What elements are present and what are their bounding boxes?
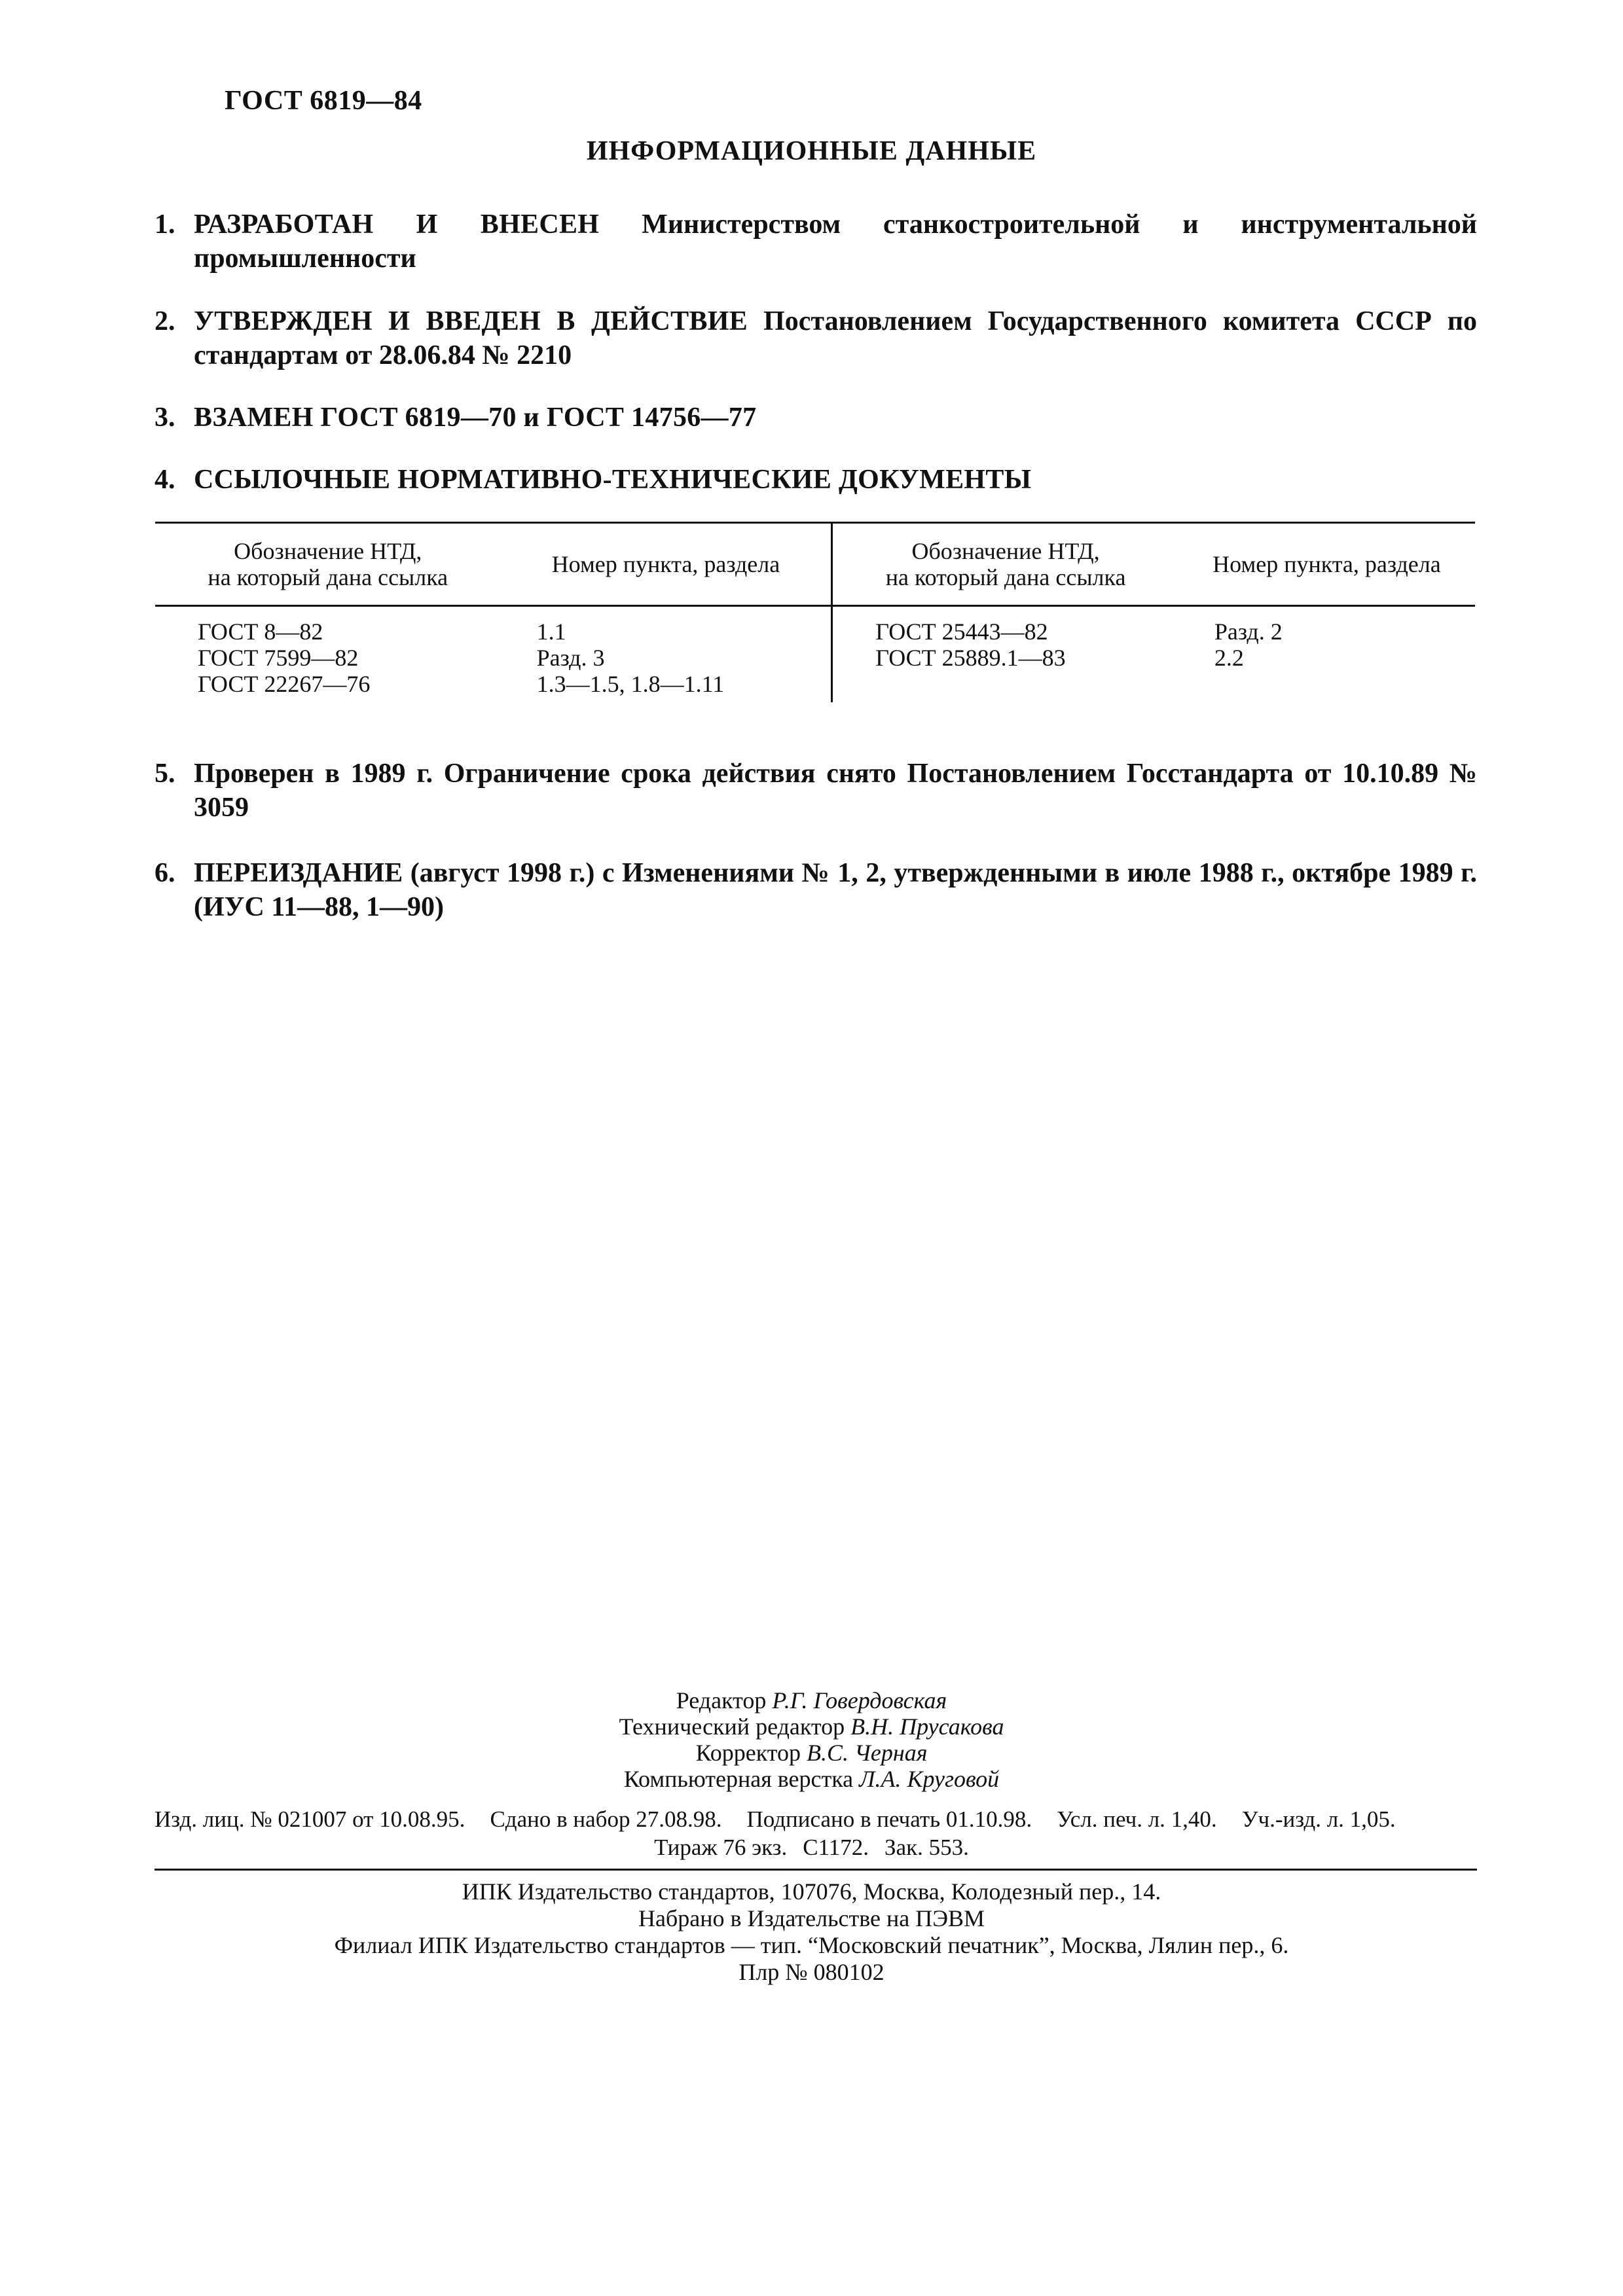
divider [155, 1869, 1477, 1871]
item-text [194, 207, 1477, 276]
credit-line: Компьютерная верстка Л.А. Круговой [623, 1766, 1000, 1792]
item-body: ПЕРЕИЗДАНИЕ (август 1998 г.) с Изменениями № 1, 2, утвержденными в июле 1988 г., октябре 1989 г. (ИУС 11—88, 1—90) [194, 858, 1477, 922]
ntd-entry: ГОСТ 8—82 [198, 619, 323, 645]
editorial-credits [0, 1687, 1623, 1792]
item-body: Проверен в 1989 г. Ограничение срока действия снято Постановлением Госстандарта от 10.10.89 № 3059 [194, 759, 1477, 823]
item-number: 2. [155, 306, 175, 336]
clause-cell [1178, 606, 1475, 703]
publication-code: С1172. [803, 1835, 869, 1860]
item-body: Постановлением Государственного комитета СССР по стандартам от 28.06.84 № 2210 [194, 306, 1477, 370]
header-ntd: Обозначение НТД, на который дана ссылка [832, 523, 1178, 606]
clause-entry: 2.2 [1214, 645, 1244, 671]
header-clause: Номер пункта, раздела [1178, 523, 1475, 606]
ntd-cell [155, 606, 501, 703]
imprint-line: Филиал ИПК Издательство стандартов — тип. “Московский печатник”, Москва, Лялин пер., 6. [334, 1932, 1289, 1958]
typeset-date: Сдано в набор 27.08.98. [490, 1806, 722, 1832]
item-body: Министерством станкостроительной и инструментальной промышленности [194, 209, 1478, 274]
clause-entry: 1.3—1.5, 1.8—1.11 [536, 671, 725, 697]
clause-entry: Разд. 3 [536, 645, 605, 671]
item-lead: УТВЕРЖДЕН И ВВЕДЕН В ДЕЙСТВИЕ [194, 306, 748, 336]
document-code: ГОСТ 6819—84 [225, 86, 422, 116]
table-header-row [155, 523, 1475, 606]
publication-details [155, 1806, 1477, 1833]
item-lead: ССЫЛОЧНЫЕ НОРМАТИВНО-ТЕХНИЧЕСКИЕ ДОКУМЕНТЫ [194, 465, 1032, 495]
info-item-4 [155, 463, 1477, 497]
credit-line: Технический редактор В.Н. Прусакова [619, 1713, 1004, 1740]
publication-run [0, 1835, 1623, 1861]
ntd-entry: ГОСТ 25443—82 [875, 619, 1048, 645]
imprint-line: Набрано в Издательстве на ПЭВМ [638, 1905, 985, 1931]
credit-line: Корректор В.С. Черная [695, 1740, 928, 1766]
item-number: 4. [155, 465, 175, 495]
header-ntd: Обозначение НТД, на который дана ссылка [155, 523, 501, 606]
item-text [194, 401, 1477, 435]
order-number: Зак. 553. [884, 1835, 969, 1860]
print-run: Тираж 76 экз. [654, 1835, 788, 1860]
item-lead: ВЗАМЕН ГОСТ 6819—70 и ГОСТ 14756—77 [194, 403, 757, 433]
clause-entry: Разд. 2 [1214, 619, 1283, 645]
ntd-cell [832, 606, 1178, 703]
info-item-6 [155, 856, 1477, 924]
print-sheets: Усл. печ. л. 1,40. [1057, 1806, 1217, 1832]
page-heading: ИНФОРМАЦИОННЫЕ ДАННЫЕ [586, 136, 1037, 166]
credit-line: Редактор Р.Г. Говердовская [676, 1687, 947, 1713]
clause-entry: 1.1 [536, 619, 566, 645]
signed-date: Подписано в печать 01.10.98. [746, 1806, 1032, 1832]
ntd-entry: ГОСТ 7599—82 [198, 645, 359, 671]
info-item-5 [155, 757, 1477, 825]
ntd-entry: ГОСТ 22267—76 [198, 671, 371, 697]
edit-sheets: Уч.-изд. л. 1,05. [1241, 1806, 1396, 1832]
info-item-1 [155, 207, 1477, 276]
item-number: 5. [155, 759, 175, 789]
license: Изд. лиц. № 021007 от 10.08.95. [155, 1806, 465, 1832]
item-text [194, 463, 1477, 497]
table-row [155, 606, 1475, 703]
item-lead: РАЗРАБОТАН И ВНЕСЕН [194, 209, 600, 240]
item-number: 1. [155, 209, 175, 240]
reference-documents-table [155, 522, 1475, 702]
info-item-3 [155, 401, 1477, 435]
imprint-line: Плр № 080102 [739, 1959, 884, 1985]
imprint-line: ИПК Издательство стандартов, 107076, Москва, Колодезный пер., 14. [462, 1878, 1161, 1905]
publisher-imprint [0, 1878, 1623, 1986]
item-number: 3. [155, 403, 175, 433]
header-clause: Номер пункта, раздела [501, 523, 832, 606]
clause-cell [501, 606, 832, 703]
item-number: 6. [155, 858, 175, 888]
ntd-entry: ГОСТ 25889.1—83 [875, 645, 1066, 671]
item-text [194, 304, 1477, 372]
info-item-2 [155, 304, 1477, 372]
